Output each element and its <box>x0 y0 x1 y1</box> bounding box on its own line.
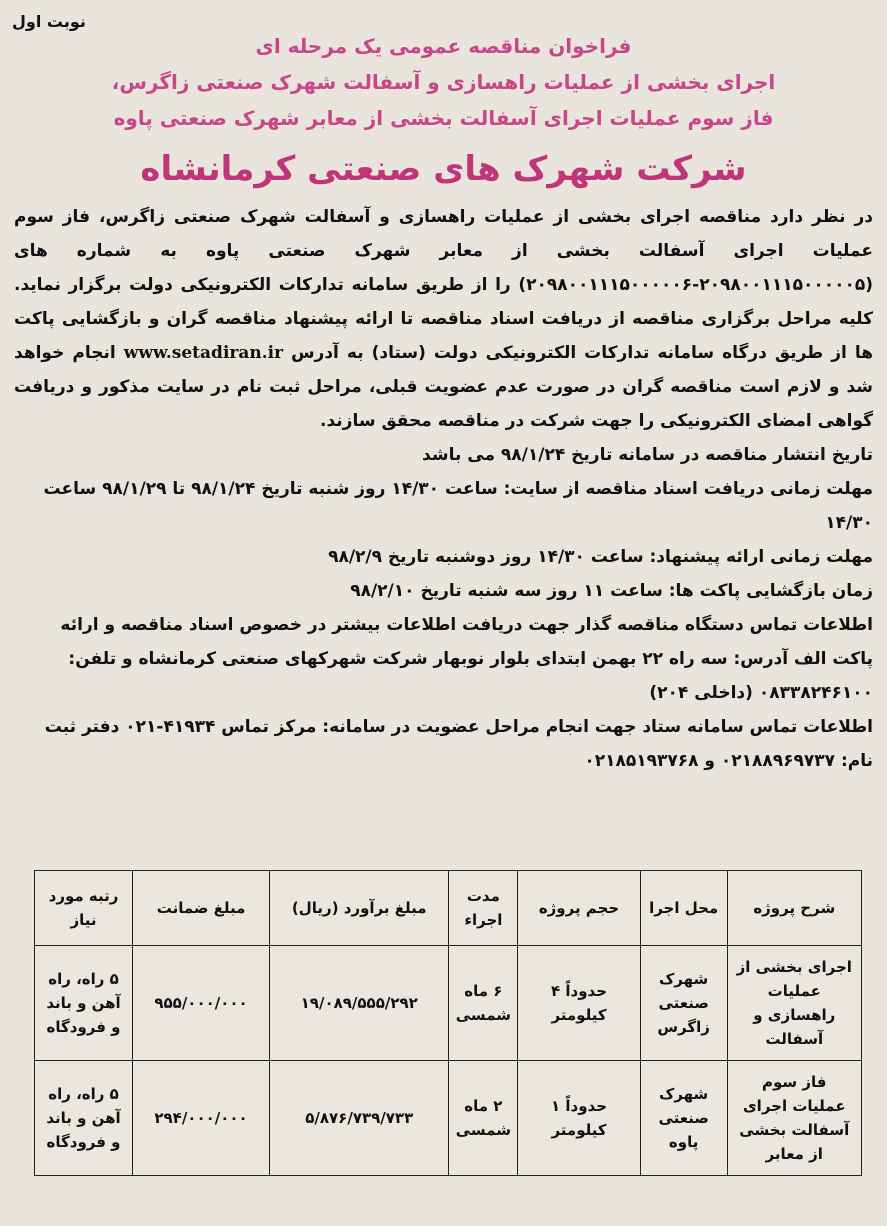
table-row <box>35 946 862 1061</box>
contact-info: اطلاعات تماس دستگاه مناقصه گذار جهت دریافت اطلاعات بیشتر در خصوص اسناد مناقصه و ارائه پاکت الف آدرس: سه راه ۲۲ بهمن ابتدای بلوار نوبهار شرکت شهرکهای صنعتی کرمانشاه و تلفن: ۰۸۳۳۸۲۴۶۱۰۰ (داخلی ۲۰۴) <box>60 615 873 703</box>
col-duration: مدت اجراء <box>449 871 518 946</box>
headline-line-1: فراخوان مناقصه عمومی یک مرحله ای <box>255 34 632 58</box>
setad-contact: اطلاعات تماس سامانه ستاد جهت انجام مراحل عضویت در سامانه: مرکز تماس ۴۱۹۳۴-۰۲۱ دفتر ثبت نام: ۰۲۱۸۸۹۶۹۷۳۷ و ۰۲۱۸۵۱۹۳۷۶۸ <box>44 717 873 771</box>
col-description: شرح پروژه <box>727 871 861 946</box>
cell-estimate: ۱۹/۰۸۹/۵۵۵/۲۹۲ <box>270 946 449 1061</box>
headline-line-2: اجرای بخشی از عملیات راهسازی و آسفالت شهرک صنعتی زاگرس، <box>111 70 776 94</box>
headline-line-3: فاز سوم عملیات اجرای آسفالت بخشی از معابر شهرک صنعتی پاوه <box>113 106 774 130</box>
cell-volume: حدوداً ۱ کیلومتر <box>518 1061 640 1176</box>
turn-label: نوبت اول <box>12 12 86 31</box>
col-location: محل اجرا <box>640 871 727 946</box>
cell-guarantee: ۲۹۴/۰۰۰/۰۰۰ <box>133 1061 270 1176</box>
col-volume: حجم پروژه <box>518 871 640 946</box>
intro-part-1: در نظر دارد مناقصه اجرای بخشی از عملیات راهسازی و آسفالت شهرک صنعتی زاگرس، فاز سوم عملیات اجرای آسفالت بخشی از معابر شهرک صنعتی پاوه به شماره های (۲۰۹۸۰۰۱۱۱۵۰۰۰۰۰۵-۲۰۹۸۰۰۱۱۱۵۰۰۰۰۰۶) را از طریق سامانه تدارکات الکترونیکی دولت برگزار نماید. کلیه مراحل برگزاری مناقصه از دریافت اسناد مناقصه تا ارائه پیشنهاد مناقصه گران و بازگشایی پاکت ها از طریق درگاه سامانه تدارکات الکترونیکی دولت (ستاد) به آدرس <box>14 207 874 363</box>
cell-volume: حدوداً ۴ کیلومتر <box>518 946 640 1061</box>
website-link[interactable]: www.setadiran.ir <box>123 343 284 363</box>
cell-description: فاز سوم عملیات اجرای آسفالت بخشی از معابر <box>727 1061 861 1176</box>
intro-paragraph <box>10 200 877 438</box>
offer-deadline: مهلت زمانی ارائه پیشنهاد: ساعت ۱۴/۳۰ روز دوشنبه تاریخ ۹۸/۲/۹ <box>328 547 873 567</box>
company-name: شرکت شهرک های صنعتی کرمانشاه <box>140 149 747 189</box>
intro-part-2: انجام خواهد شد و لازم است مناقصه گران در صورت عدم عضویت قبلی، مراحل ثبت نام در سایت مذکور و دریافت گواهی امضای الکترونیکی را جهت شرکت در مناقصه محقق سازند. <box>14 343 873 431</box>
table-row <box>35 1061 862 1176</box>
notice-headline <box>10 28 877 136</box>
cell-duration: ۶ ماه شمسی <box>449 946 518 1061</box>
col-estimate: مبلغ برآورد (ریال) <box>270 871 449 946</box>
table-header-row <box>35 871 862 946</box>
publish-date: تاریخ انتشار مناقصه در سامانه تاریخ ۹۸/۱/۲۴ می باشد <box>422 445 873 465</box>
col-grade: رتبه مورد نیاز <box>35 871 133 946</box>
cell-duration: ۲ ماه شمسی <box>449 1061 518 1176</box>
cell-guarantee: ۹۵۵/۰۰۰/۰۰۰ <box>133 946 270 1061</box>
projects-table <box>34 870 862 1176</box>
opening-time: زمان بازگشایی پاکت ها: ساعت ۱۱ روز سه شنبه تاریخ ۹۸/۲/۱۰ <box>350 581 873 601</box>
cell-description: اجرای بخشی از عملیات راهسازی و آسفالت <box>727 946 861 1061</box>
cell-grade: ۵ راه، راه آهن و باند و فرودگاه <box>35 946 133 1061</box>
cell-grade: ۵ راه، راه آهن و باند و فرودگاه <box>35 1061 133 1176</box>
cell-estimate: ۵/۸۷۶/۷۳۹/۷۳۳ <box>270 1061 449 1176</box>
cell-location: شهرک صنعتی زاگرس <box>640 946 727 1061</box>
doc-deadline: مهلت زمانی دریافت اسناد مناقصه از سایت: ساعت ۱۴/۳۰ روز شنبه تاریخ ۹۸/۱/۲۴ تا ۹۸/۱/۲۹ ساعت ۱۴/۳۰ <box>43 479 873 533</box>
col-guarantee: مبلغ ضمانت <box>133 871 270 946</box>
cell-location: شهرک صنعتی پاوه <box>640 1061 727 1176</box>
